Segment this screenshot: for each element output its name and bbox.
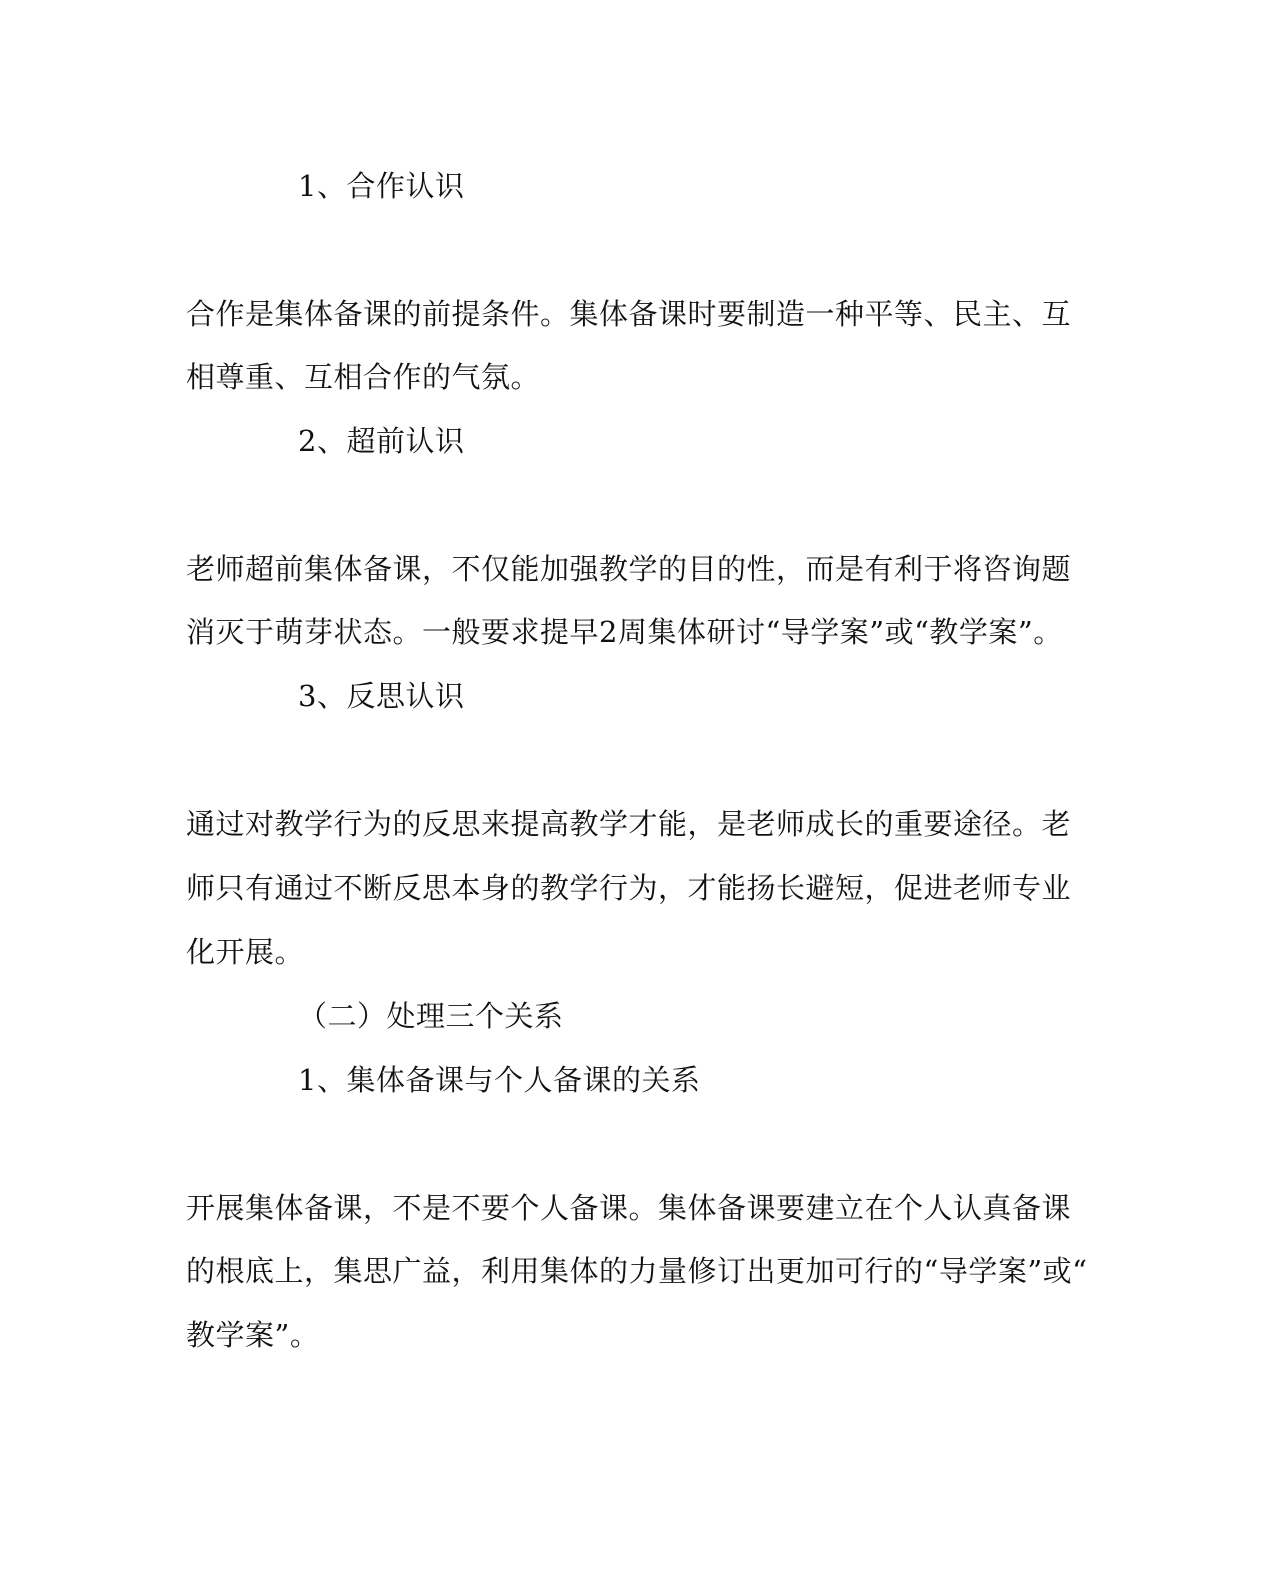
paragraph-line: 开展集体备课，不是不要个人备课。集体备课要建立在个人认真备课 (186, 1191, 1072, 1225)
paragraph-line: 化开展。 (186, 935, 305, 969)
subsection-item-heading: 1、集体备课与个人备课的关系 (298, 1063, 701, 1097)
paragraph-line: 师只有通过不断反思本身的教学行为，才能扬长避短，促进老师专业 (186, 871, 1072, 905)
paragraph-line: 通过对教学行为的反思来提高教学才能，是老师成长的重要途径。老 (186, 807, 1072, 841)
paragraph-line: 教学案”。 (186, 1318, 320, 1352)
paragraph-line: 的根底上，集思广益，利用集体的力量修订出更加可行的“导学案”或“ (186, 1254, 1088, 1288)
section-heading: 1、合作认识 (298, 169, 465, 203)
paragraph-line: 合作是集体备课的前提条件。集体备课时要制造一种平等、民主、互 (186, 297, 1072, 331)
paragraph-line: 消灭于萌芽状态。一般要求提早2周集体研讨“导学案”或“教学案”。 (186, 615, 1063, 649)
section-heading: 3、反思认识 (298, 679, 465, 713)
subsection-heading: （二）处理三个关系 (298, 999, 564, 1033)
paragraph-line: 相尊重、互相合作的气氛。 (186, 360, 541, 394)
section-heading: 2、超前认识 (298, 424, 465, 458)
paragraph-line: 老师超前集体备课，不仅能加强教学的目的性，而是有利于将咨询题 (186, 552, 1072, 586)
